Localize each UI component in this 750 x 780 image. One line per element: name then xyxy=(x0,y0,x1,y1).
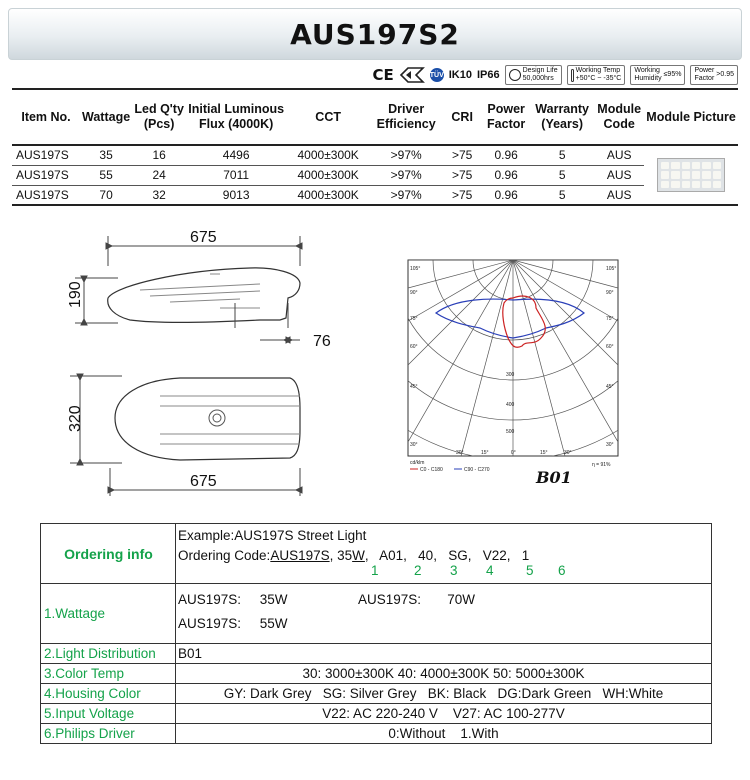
header-item-no: Item No. xyxy=(12,89,80,145)
top-view-drawing xyxy=(60,368,320,508)
side-length-dim: 675 xyxy=(190,229,217,246)
housing-row xyxy=(41,684,712,704)
cell-item: AUS197S xyxy=(12,165,80,185)
cell-module-picture xyxy=(644,145,738,205)
tuv-mark-icon: TÜV xyxy=(430,68,444,82)
cell-cri: >75 xyxy=(442,145,482,165)
cell-flux: 7011 xyxy=(186,165,286,185)
legend-c0: C0 - C180 xyxy=(420,467,443,473)
angle-label: 75° xyxy=(606,316,614,322)
pf-label-2: Factor xyxy=(694,75,715,82)
color-temp-label: 3.Color Temp xyxy=(41,664,176,684)
pf-value: >0.95 xyxy=(716,71,734,78)
power-factor-badge xyxy=(690,65,738,85)
cell-driver-eff: >97% xyxy=(370,145,442,165)
humidity-badge xyxy=(630,65,685,85)
color-temp-value: 30: 3000±300K 40: 4000±300K 50: 5000±300K xyxy=(176,664,712,684)
ordering-info-label: Ordering info xyxy=(41,524,176,584)
design-life-badge xyxy=(505,65,562,85)
header-led-qty: Led Q'ty (Pcs) xyxy=(132,89,186,145)
header-cct: CCT xyxy=(286,89,370,145)
table-row xyxy=(12,145,738,165)
pf-label-1: Power xyxy=(694,67,715,74)
ordering-info-content xyxy=(176,524,712,584)
spec-table xyxy=(12,88,738,206)
code-number: 5 xyxy=(526,563,534,578)
polar-light-distribution xyxy=(396,258,624,478)
legend-c90: C90 - C270 xyxy=(464,467,490,473)
housing-label: 4.Housing Color xyxy=(41,684,176,704)
spec-header-row xyxy=(12,89,738,145)
table-row xyxy=(12,165,738,185)
side-height-dim: 190 xyxy=(67,281,84,308)
cell-cct: 4000±300K xyxy=(286,145,370,165)
cell-module-code: AUS xyxy=(594,165,644,185)
design-life-value: 50,000hrs xyxy=(522,75,554,82)
header-module-picture: Module Picture xyxy=(644,89,738,145)
title-bar xyxy=(8,8,742,60)
polar-unit: cd/klm xyxy=(410,460,425,466)
wattage-option: AUS197S: 35W xyxy=(178,592,288,607)
code-number: 4 xyxy=(486,563,494,578)
header-module-code: Module Code xyxy=(594,89,644,145)
radial-label: 300 xyxy=(506,372,515,378)
angle-label: 30° xyxy=(606,442,614,448)
wattage-content xyxy=(176,584,712,644)
driver-value: 0:Without 1.With xyxy=(176,724,712,744)
working-temp-badge xyxy=(567,65,626,85)
top-width-dim: 320 xyxy=(67,405,84,432)
bottom-angle-label: 0° xyxy=(511,450,516,456)
angle-label: 90° xyxy=(606,290,614,296)
ordering-code-line xyxy=(178,548,709,563)
ip-rating: IP66 xyxy=(476,69,500,81)
driver-label: 6.Philips Driver xyxy=(41,724,176,744)
cell-warranty: 5 xyxy=(530,165,594,185)
cell-warranty: 5 xyxy=(530,185,594,205)
cell-cri: >75 xyxy=(442,185,482,205)
ordering-code-model: AUS197S xyxy=(270,548,330,563)
light-dist-label: 2.Light Distribution xyxy=(41,644,176,664)
side-view-drawing xyxy=(60,228,360,358)
working-temp-label: Working Temp xyxy=(575,67,621,74)
angle-label: 105° xyxy=(606,266,617,272)
design-life-label: Design Life xyxy=(522,67,558,74)
ik-rating: IK10 xyxy=(448,69,472,81)
cell-flux: 9013 xyxy=(186,185,286,205)
table-row xyxy=(12,185,738,205)
cell-module-code: AUS xyxy=(594,185,644,205)
cell-module-code: AUS xyxy=(594,145,644,165)
bottom-angle-label: 15° xyxy=(540,450,548,456)
cell-item: AUS197S xyxy=(12,185,80,205)
voltage-row xyxy=(41,704,712,724)
bottom-angle-label: 15° xyxy=(481,450,489,456)
driver-row xyxy=(41,724,712,744)
angle-label: 105° xyxy=(410,266,421,272)
code-number: 6 xyxy=(558,563,566,578)
bottom-angle-label: 30° xyxy=(564,450,572,456)
housing-value: GY: Dark Grey SG: Silver Grey BK: Black DG:Dark Green WH:White xyxy=(176,684,712,704)
wattage-row xyxy=(41,584,712,644)
header-driver-eff: Driver Efficiency xyxy=(370,89,442,145)
humidity-label-1: Working xyxy=(634,67,660,74)
angle-label: 90° xyxy=(410,290,418,296)
angle-label: 45° xyxy=(410,384,418,390)
side-depth-dim: 76 xyxy=(313,333,331,350)
humidity-label-2: Humidity xyxy=(634,75,662,82)
distribution-name: B01 xyxy=(536,468,572,487)
voltage-label: 5.Input Voltage xyxy=(41,704,176,724)
cell-flux: 4496 xyxy=(186,145,286,165)
ordering-code-w: W xyxy=(352,548,365,563)
header-cri: CRI xyxy=(442,89,482,145)
efficiency-label: η = 91% xyxy=(592,462,611,468)
code-number: 2 xyxy=(414,563,422,578)
humidity-value: ≤95% xyxy=(663,71,682,78)
working-temp-value: +50°C ~ -35°C xyxy=(575,75,622,82)
ordering-info-row xyxy=(41,524,712,584)
cell-wattage: 70 xyxy=(80,185,132,205)
cell-cri: >75 xyxy=(442,165,482,185)
enec-mark-icon xyxy=(399,66,425,84)
ordering-code-prefix: Ordering Code: xyxy=(178,548,271,563)
certification-row xyxy=(372,64,738,86)
radial-label: 500 xyxy=(506,429,515,435)
cell-driver-eff: >97% xyxy=(370,165,442,185)
wattage-option: AUS197S: 55W xyxy=(178,616,288,631)
header-power-factor: Power Factor xyxy=(482,89,530,145)
angle-label: 60° xyxy=(606,344,614,350)
top-length-dim: 675 xyxy=(190,473,217,490)
bottom-angle-label: 30° xyxy=(456,450,464,456)
angle-label: 45° xyxy=(606,384,614,390)
thermometer-icon xyxy=(571,69,574,82)
cell-cct: 4000±300K xyxy=(286,165,370,185)
ce-mark: CE xyxy=(372,66,394,84)
cell-driver-eff: >97% xyxy=(370,185,442,205)
voltage-value: V22: AC 220-240 V V27: AC 100-277V xyxy=(176,704,712,724)
cell-item: AUS197S xyxy=(12,145,80,165)
cell-led-qty: 32 xyxy=(132,185,186,205)
cell-led-qty: 24 xyxy=(132,165,186,185)
cell-pf: 0.96 xyxy=(482,185,530,205)
cell-pf: 0.96 xyxy=(482,145,530,165)
wattage-option: AUS197S: 70W xyxy=(358,592,476,607)
ordering-example: Example:AUS197S Street Light xyxy=(178,528,367,543)
wattage-label: 1.Wattage xyxy=(41,584,176,644)
ordering-code-wattage: , 35 xyxy=(329,548,353,563)
cell-led-qty: 16 xyxy=(132,145,186,165)
header-wattage: Wattage xyxy=(80,89,132,145)
led-module-image xyxy=(657,158,725,192)
ordering-table xyxy=(40,523,712,744)
cell-warranty: 5 xyxy=(530,145,594,165)
cell-wattage: 55 xyxy=(80,165,132,185)
ordering-code-numbers xyxy=(178,563,709,579)
page-title: AUS197S2 xyxy=(290,17,460,51)
cell-cct: 4000±300K xyxy=(286,185,370,205)
clock-icon xyxy=(509,69,521,81)
code-number: 3 xyxy=(450,563,458,578)
color-temp-row xyxy=(41,664,712,684)
code-number: 1 xyxy=(371,563,379,578)
header-warranty: Warranty (Years) xyxy=(530,89,594,145)
header-flux: Initial Luminous Flux (4000K) xyxy=(186,89,286,145)
cell-wattage: 35 xyxy=(80,145,132,165)
angle-label: 75° xyxy=(410,316,418,322)
light-dist-value: B01 xyxy=(176,644,712,664)
ordering-code-rest: , A01, 40, SG, V22, 1 xyxy=(364,548,530,563)
angle-label: 30° xyxy=(410,442,418,448)
light-dist-row xyxy=(41,644,712,664)
cell-pf: 0.96 xyxy=(482,165,530,185)
radial-label: 400 xyxy=(506,402,515,408)
angle-label: 60° xyxy=(410,344,418,350)
